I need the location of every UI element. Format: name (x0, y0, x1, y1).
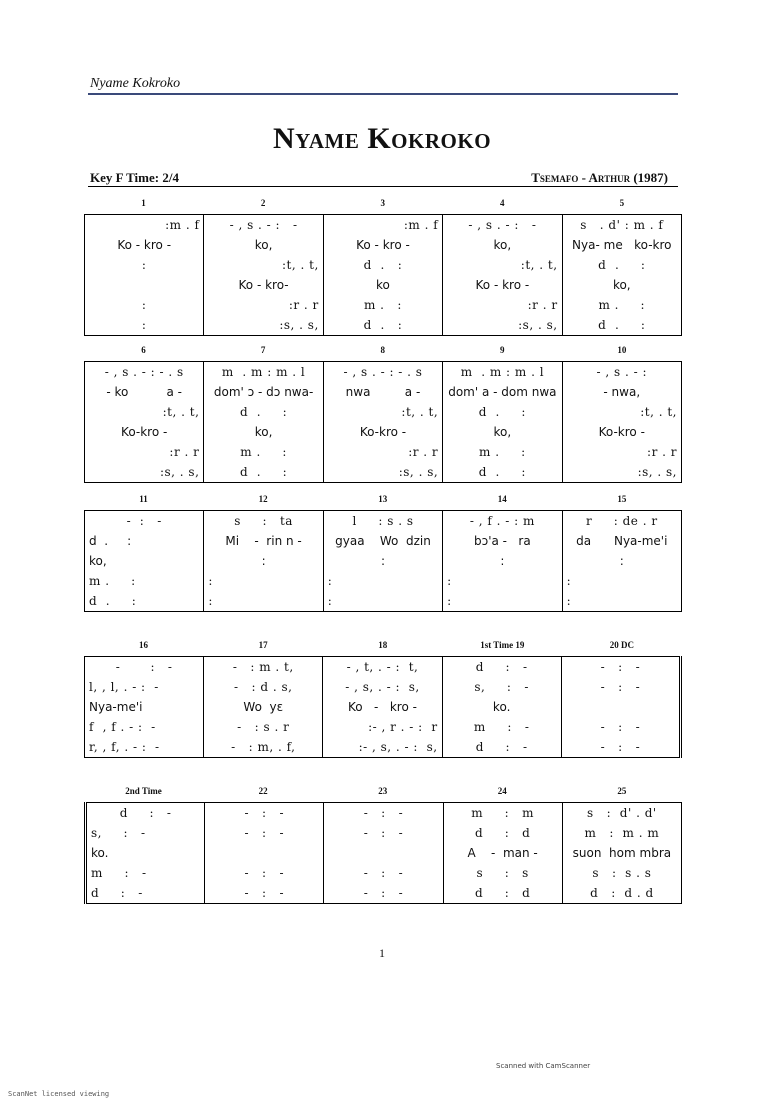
bar-numbers (84, 345, 682, 361)
solfa-cell: :s, . s, (85, 462, 204, 483)
score-system-2 (84, 345, 682, 483)
lyric-cell: d . : (85, 531, 204, 551)
solfa-cell: d . : (562, 255, 681, 275)
voice-row (85, 737, 681, 758)
solfa-cell: - : - (324, 883, 443, 904)
composer-credit: Tsemafo - Arthur (1987) (531, 170, 668, 185)
solfa-cell: m . : (443, 442, 562, 462)
page-title (0, 122, 764, 156)
lyric-cell: Mi - rin n - (204, 531, 323, 551)
voice-row (85, 717, 681, 737)
bar-number: 15 (617, 494, 627, 504)
lyric-cell: Wo yɛ (204, 697, 323, 717)
lyric-cell: Ko - kro - (323, 697, 442, 717)
page-number: 1 (379, 946, 385, 960)
solfa-cell: m : - (442, 717, 561, 737)
bar-number: 25 (617, 786, 627, 796)
solfa-cell: : (204, 591, 323, 612)
solfa-cell: m : m (443, 803, 562, 824)
solfa-cell: - : - (561, 657, 680, 678)
solfa-cell: - , s . - : - . s (323, 362, 442, 383)
lyric-cell: ko, (443, 422, 562, 442)
voice-row (86, 843, 682, 863)
solfa-cell: - , t, . - : t, (323, 657, 442, 678)
lyric-cell: : (323, 551, 442, 571)
solfa-cell: - , s . - : - . s (85, 362, 204, 383)
lyric-cell: A - man - (443, 843, 562, 863)
solfa-cell: : (204, 571, 323, 591)
bar-number: 22 (258, 786, 268, 796)
solfa-cell: - , f . - : m (443, 511, 562, 532)
bar-number: 12 (258, 494, 268, 504)
voice-row (85, 275, 682, 295)
solfa-cell: - : s . r (204, 717, 323, 737)
voice-row (86, 803, 682, 824)
solfa-cell: :- , s, . - : s, (323, 737, 442, 758)
bar-number: 6 (141, 345, 146, 355)
voice-row (85, 235, 682, 255)
solfa-cell: m : - (86, 863, 205, 883)
bar-number: 3 (380, 198, 385, 208)
lyric-cell (85, 275, 204, 295)
voice-row (85, 422, 682, 442)
solfa-cell: d : - (442, 657, 561, 678)
title-text: Nyame Kokroko (272, 122, 492, 155)
key-rule (88, 186, 678, 187)
solfa-cell: m : m . m (562, 823, 681, 843)
bar-number: 2nd Time (125, 786, 162, 796)
key-time-signature: Key F Time: 2/4 (90, 170, 179, 185)
solfa-cell: - : - (85, 511, 204, 532)
bar-number: 7 (260, 345, 266, 355)
bar-number: 8 (380, 345, 385, 355)
solfa-cell: l, , l, . - : - (85, 677, 204, 697)
voice-row (85, 295, 682, 315)
solfa-cell: :t, . t, (204, 255, 323, 275)
solfa-cell: s : s . s (562, 863, 681, 883)
bar-numbers (84, 786, 682, 802)
solfa-cell: d . : (323, 315, 442, 336)
solfa-cell: - : m, . f, (204, 737, 323, 758)
solfa-cell: d : d . d (562, 883, 681, 904)
bar-number: 1 (141, 198, 146, 208)
solfa-cell: m . : (323, 295, 442, 315)
lyric-cell: - nwa, (562, 382, 681, 402)
lyric-cell: Ko - kro - (443, 275, 562, 295)
solfa-cell: - : - (205, 863, 324, 883)
lyric-cell: Ko-kro - (562, 422, 681, 442)
solfa-cell: r : de . r (562, 511, 681, 532)
solfa-cell: d . : (562, 315, 681, 336)
solfa-cell: - : - (561, 737, 680, 758)
voice-row (85, 382, 682, 402)
bar-number: 20 DC (609, 640, 635, 650)
voice-row (85, 215, 682, 236)
lyric-cell: : (443, 551, 562, 571)
score-system-1 (84, 198, 682, 336)
solfa-cell: :s, . s, (323, 462, 442, 483)
bar-number: 1st Time 19 (480, 640, 525, 650)
solfa-cell: : (85, 315, 204, 336)
solfa-cell: :t, . t, (443, 255, 562, 275)
solfa-cell: - : - (561, 717, 680, 737)
lyric-cell: ko. (442, 697, 561, 717)
voice-row (85, 531, 682, 551)
solfa-cell: s . d' : m . f (562, 215, 681, 236)
solfa-cell: :r . r (85, 442, 204, 462)
solfa-cell: - : d . s, (204, 677, 323, 697)
solfa-cell: l : s . s (323, 511, 442, 532)
voice-row (86, 883, 682, 904)
lyric-cell: Ko - kro - (85, 235, 204, 255)
voice-row (85, 511, 682, 532)
solfa-cell: - : - (324, 823, 443, 843)
voice-row (85, 571, 682, 591)
bar-number: 10 (617, 345, 627, 355)
voice-row (85, 697, 681, 717)
solfa-cell: :t, . t, (562, 402, 681, 422)
score-system-5 (84, 786, 682, 904)
solfa-cell: : (85, 255, 204, 275)
solfa-cell: f , f . - : - (85, 717, 204, 737)
solfa-cell: m . m : m . l (204, 362, 323, 383)
solfa-cell: d : d (443, 883, 562, 904)
score-table (84, 214, 682, 336)
bar-number: 24 (497, 786, 507, 796)
solfa-cell: s : ta (204, 511, 323, 532)
lyric-cell: ko, (204, 422, 323, 442)
lyric-cell: Ko-kro - (323, 422, 442, 442)
solfa-cell: d : d (443, 823, 562, 843)
solfa-cell: d . : (204, 402, 323, 422)
lyric-cell: dom' a - dom nwa (443, 382, 562, 402)
score-system-3 (84, 494, 682, 612)
solfa-cell: :s, . s, (443, 315, 562, 336)
solfa-cell: :r . r (323, 442, 442, 462)
solfa-cell: m . : (204, 442, 323, 462)
bar-number: 23 (378, 786, 388, 796)
solfa-cell: :t, . t, (323, 402, 442, 422)
lyric-cell: ko, (85, 551, 204, 571)
bar-number: 5 (619, 198, 625, 208)
solfa-cell: r, , f, . - : - (85, 737, 204, 758)
solfa-cell: - , s, . - : s, (323, 677, 442, 697)
solfa-cell: : (443, 571, 562, 591)
solfa-cell: - : - (85, 657, 204, 678)
voice-row (85, 315, 682, 336)
bar-number: 11 (139, 494, 148, 504)
solfa-cell: d . : (443, 402, 562, 422)
voice-row (85, 657, 681, 678)
running-head: Nyame Kokroko (90, 76, 181, 91)
voice-row (85, 442, 682, 462)
score-table (84, 510, 682, 612)
solfa-cell: d : - (86, 883, 205, 904)
bar-number: 17 (258, 640, 268, 650)
solfa-cell: :r . r (204, 295, 323, 315)
lyric-cell: Ko - kro- (204, 275, 323, 295)
solfa-cell: - : - (324, 863, 443, 883)
solfa-cell: m . : (85, 571, 204, 591)
voice-row (86, 823, 682, 843)
solfa-cell: :m . f (85, 215, 204, 236)
solfa-cell: :s, . s, (562, 462, 681, 483)
footer-note: ScanNet licensed viewing (8, 1090, 110, 1098)
voice-row (85, 255, 682, 275)
score-table (84, 802, 682, 904)
solfa-cell: - : - (205, 883, 324, 904)
solfa-cell: - , s . - : - (443, 215, 562, 236)
lyric-cell: ko, (443, 235, 562, 255)
solfa-cell: d : - (442, 737, 561, 758)
solfa-cell: :t, . t, (85, 402, 204, 422)
lyric-cell: da Nya-me'i (562, 531, 681, 551)
solfa-cell: :r . r (562, 442, 681, 462)
voice-row (85, 677, 681, 697)
solfa-cell: : (323, 591, 442, 612)
solfa-cell: : (323, 571, 442, 591)
bar-number: 2 (260, 198, 266, 208)
lyric-cell: Nya-me'i (85, 697, 204, 717)
solfa-cell: - : - (205, 823, 324, 843)
lyric-cell: ko. (86, 843, 205, 863)
lyric-cell: - ko a - (85, 382, 204, 402)
solfa-cell: d . : (85, 591, 204, 612)
score-table (84, 361, 682, 483)
solfa-cell: d : - (86, 803, 205, 824)
bar-numbers (84, 198, 682, 214)
solfa-cell: - , s . - : (562, 362, 681, 383)
solfa-cell: s : s (443, 863, 562, 883)
solfa-cell: m . : (562, 295, 681, 315)
voice-row (85, 462, 682, 483)
scanner-watermark: Scanned with CamScanner (496, 1062, 591, 1070)
lyric-cell: dom' ɔ - dɔ nwa- (204, 382, 323, 402)
bar-number: 9 (500, 345, 505, 355)
solfa-cell: - , s . - : - (204, 215, 323, 236)
lyric-cell: : (204, 551, 323, 571)
solfa-cell: - : m . t, (204, 657, 323, 678)
lyric-cell: Nya- me ko-kro (562, 235, 681, 255)
solfa-cell: :s, . s, (204, 315, 323, 336)
voice-row (85, 591, 682, 612)
lyric-cell: ko, (204, 235, 323, 255)
lyric-cell: gyaa Wo dzin (323, 531, 442, 551)
lyric-cell: bɔ'a - ra (443, 531, 562, 551)
solfa-cell: d . : (323, 255, 442, 275)
lyric-cell: Ko-kro - (85, 422, 204, 442)
bar-number: 14 (497, 494, 507, 504)
solfa-cell: d . : (204, 462, 323, 483)
solfa-cell: - : - (324, 803, 443, 824)
lyric-cell (324, 843, 443, 863)
bar-number: 4 (500, 198, 505, 208)
solfa-cell: s, : - (86, 823, 205, 843)
lyric-cell (561, 697, 680, 717)
solfa-cell: m . m : m . l (443, 362, 562, 383)
solfa-cell: d . : (443, 462, 562, 483)
bar-numbers (84, 640, 682, 656)
voice-row (85, 551, 682, 571)
score-table (84, 656, 682, 758)
bar-numbers (84, 494, 682, 510)
solfa-cell: s, : - (442, 677, 561, 697)
bar-number: 16 (139, 640, 148, 650)
header-rule (88, 93, 678, 95)
solfa-cell: - : - (205, 803, 324, 824)
bar-number: 18 (378, 640, 388, 650)
solfa-cell: : (443, 591, 562, 612)
lyric-cell: ko, (562, 275, 681, 295)
lyric-cell: suon hom mbra (562, 843, 681, 863)
lyric-cell: : (562, 551, 681, 571)
lyric-cell: ko (323, 275, 442, 295)
solfa-cell: :- , r . - : r (323, 717, 442, 737)
lyric-cell: nwa a - (323, 382, 442, 402)
voice-row (86, 863, 682, 883)
solfa-cell: : (562, 591, 681, 612)
solfa-cell: : (85, 295, 204, 315)
lyric-cell: Ko - kro - (323, 235, 442, 255)
voice-row (85, 402, 682, 422)
bar-number: 13 (378, 494, 388, 504)
solfa-cell: :m . f (323, 215, 442, 236)
score-system-4 (84, 640, 682, 758)
solfa-cell: - : - (561, 677, 680, 697)
solfa-cell: s : d' . d' (562, 803, 681, 824)
solfa-cell: : (562, 571, 681, 591)
lyric-cell (205, 843, 324, 863)
voice-row (85, 362, 682, 383)
solfa-cell: :r . r (443, 295, 562, 315)
